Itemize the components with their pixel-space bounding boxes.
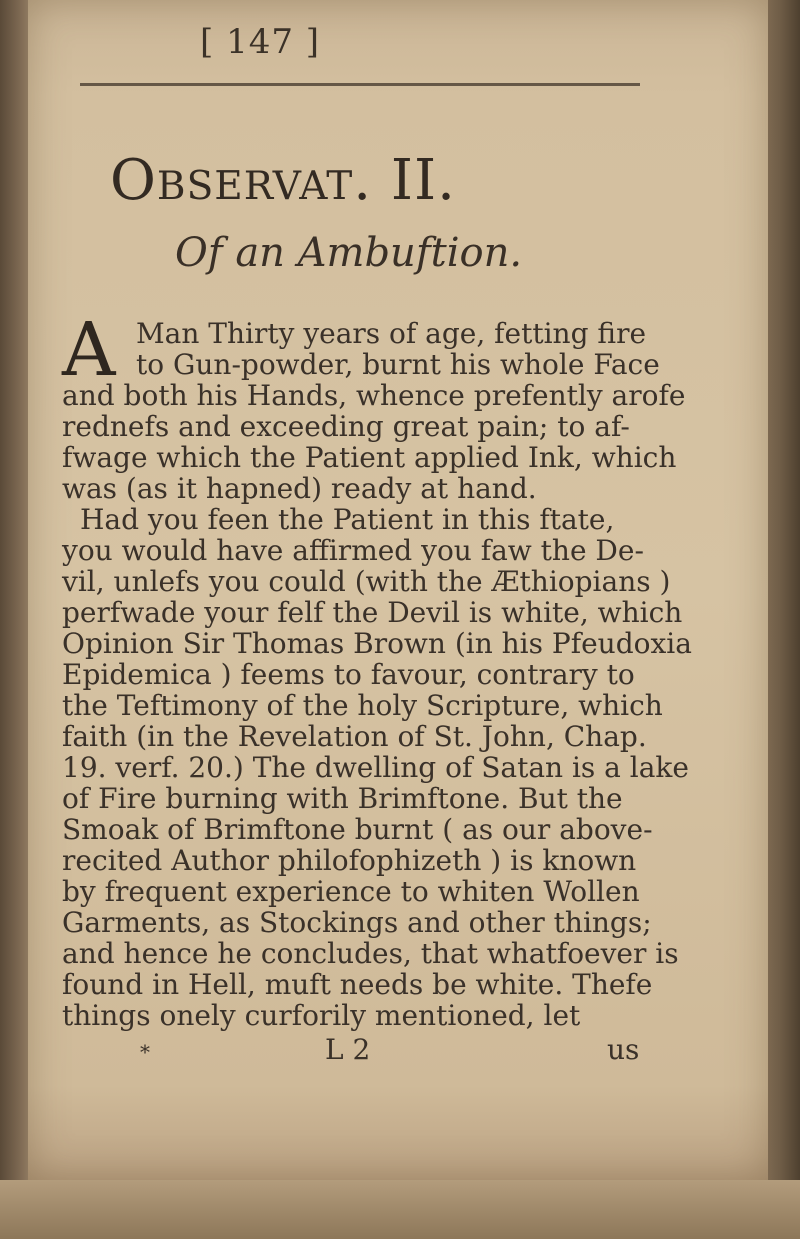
page-lower-edge	[0, 1180, 800, 1239]
text-line: perfwade your felf the Devil is white, which	[62, 596, 683, 629]
text-line: of Fire burning with Brimftone. But the	[62, 782, 623, 815]
catchword: us	[607, 1033, 640, 1066]
text-line: rednefs and exceeding great pain; to af-	[62, 410, 630, 443]
text-line: found in Hell, muft needs be white. Thefe	[62, 968, 653, 1001]
text-line: things onely curforily mentioned, let	[62, 999, 581, 1032]
text-line: you would have affirmed you faw the De-	[62, 534, 644, 567]
text-line: Garments, as Stockings and other things;	[62, 906, 652, 939]
drop-cap: A	[62, 307, 116, 393]
text-line: Epidemica ) feems to favour, contrary to	[62, 658, 635, 691]
ornament-mark: *	[140, 1040, 150, 1064]
text-line: by frequent experience to whiten Wollen	[62, 875, 640, 908]
text-line: and hence he concludes, that whatfoever is	[62, 937, 679, 970]
body-text	[62, 307, 692, 1032]
text-line: Smoak of Brimftone burnt ( as our above-	[62, 813, 653, 846]
text-line: and both his Hands, whence prefently arofe	[62, 379, 686, 412]
text-line: recited Author philofophizeth ) is known	[62, 844, 637, 877]
header-rule	[80, 83, 640, 86]
observation-heading: Observat. II.	[110, 148, 456, 213]
observation-subtitle: Of an Ambuftion.	[175, 230, 523, 276]
text-line: was (as it hapned) ready at hand.	[62, 472, 537, 505]
page-number: [ 147 ]	[200, 22, 321, 62]
text-line: vil, unlefs you could (with the Æthiopians )	[62, 565, 671, 598]
text-line: fwage which the Patient applied Ink, which	[62, 441, 677, 474]
text-line: faith (in the Revelation of St. John, Chap.	[62, 720, 647, 753]
text-line: to Gun-powder, burnt his whole Face	[136, 348, 660, 381]
text-line: Opinion Sir Thomas Brown (in his Pfeudoxia	[62, 627, 692, 660]
text-line: the Teftimony of the holy Scripture, which	[62, 689, 663, 722]
signature-mark: L 2	[325, 1033, 371, 1066]
text-line: Had you feen the Patient in this ftate,	[80, 503, 615, 536]
text-line: 19. verf. 20.) The dwelling of Satan is a lake	[62, 751, 689, 784]
text-line: Man Thirty years of age, fetting fire	[136, 317, 647, 350]
